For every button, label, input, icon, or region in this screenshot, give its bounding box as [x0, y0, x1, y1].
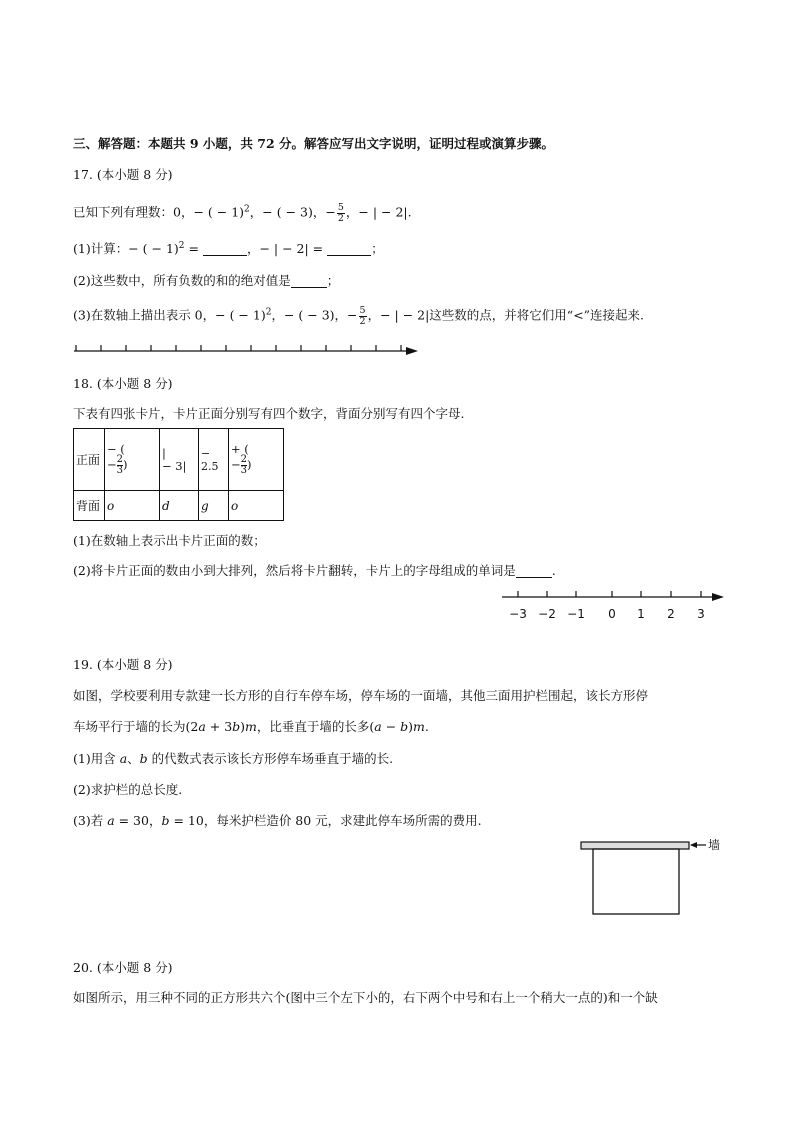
- q17-part3: (3)在数轴上描出表示 0，− ( − 1)$^2$，− ( − 3)，− $\frac{5}{2}$ ，− | − 2|这些数的点，并将它们用“<”连接起来.: [73, 305, 645, 327]
- card-front-2: | − 3|: [160, 429, 199, 491]
- axis-label-neg1: −1: [567, 607, 585, 621]
- card-front-1: − ( − $\frac{2}{3}$ ): [105, 429, 160, 491]
- section-header: 三、解答题：本题共 9 小题，共 72 分。解答应写出文字说明，证明过程或演算步骤。: [73, 136, 555, 151]
- card-back-3: g: [199, 491, 229, 521]
- q19-line2: 车场平行于墙的长为(2𝑎 + 3𝑏)𝑚，比垂直于墙的长多(𝑎 − 𝑏)𝑚.: [73, 719, 429, 734]
- axis-label-neg3: −3: [509, 607, 527, 621]
- parking-lot-diagram: [578, 836, 728, 920]
- answer-blank-4[interactable]: [516, 565, 552, 578]
- q17-part2: (2)这些数中，所有负数的和的绝对值是 ；: [73, 273, 340, 288]
- wall: [581, 842, 689, 849]
- answer-blank-2[interactable]: [327, 243, 371, 256]
- card-front-4: + ( − $\frac{2}{3}$ ): [229, 429, 284, 491]
- card-front-3: − 2.5: [199, 429, 229, 491]
- row-label-front: 正面: [74, 429, 105, 491]
- q18-part1: (1)在数轴上表示出卡片正面的数；: [73, 533, 266, 548]
- number-line-q17: [70, 342, 422, 358]
- row-label-back: 背面: [74, 491, 105, 521]
- q19-title: 19. (本小题 8 分): [73, 657, 173, 672]
- number-line-q18: [500, 588, 730, 624]
- card-table: [73, 428, 284, 521]
- q17-intro: 已知下列有理数：0，− ( − 1)$^2$，− ( − 3)，− $\frac{5}{2}$ ，− | − 2|.: [73, 202, 412, 224]
- q17-title: 17. (本小题 8 分): [73, 167, 173, 182]
- q18-title: 18. (本小题 8 分): [73, 376, 173, 391]
- q19-part1: (1)用含 𝑎、𝑏 的代数式表示该长方形停车场垂直于墙的长.: [73, 751, 394, 766]
- q20-title: 20. (本小题 8 分): [73, 960, 173, 975]
- wall-label: 墙: [708, 838, 721, 852]
- q19-line1: 如图，学校要利用专款建一长方形的自行车停车场，停车场的一面墙，其他三面用护栏围起，该长方形停: [73, 688, 649, 703]
- axis-label-0: 0: [608, 607, 616, 621]
- q19-part2: (2)求护栏的总长度.: [73, 782, 183, 797]
- q18-part2: (2)将卡片正面的数由小到大排列，然后将卡片翻转，卡片上的字母组成的单词是 .: [73, 563, 556, 578]
- card-back-1: o: [105, 491, 160, 521]
- answer-blank-1[interactable]: [203, 243, 247, 256]
- q20-line1: 如图所示，用三种不同的正方形共六个(图中三个左下小的，右下两个中号和右上一个稍大一点的)和一个缺: [73, 990, 658, 1005]
- axis-label-neg2: −2: [538, 607, 556, 621]
- fraction-5-2-b: $\frac{5}{2}$: [359, 305, 366, 327]
- parking-lot-rect: [593, 849, 679, 914]
- card-back-2: d: [160, 491, 199, 521]
- q19-part3: (3)若 𝑎 = 30，𝑏 = 10，每米护栏造价 80 元，求建此停车场所需的费用.: [73, 813, 482, 828]
- fraction-5-2: $\frac{5}{2}$: [337, 202, 344, 224]
- q17-part1: (1)计算：− ( − 1)$^2$ = ，− | − 2| = ；: [73, 241, 384, 257]
- axis-label-1: 1: [637, 607, 645, 621]
- q18-intro: 下表有四张卡片，卡片正面分别写有四个数字，背面分别写有四个字母.: [73, 406, 465, 421]
- axis-label-2: 2: [667, 607, 675, 621]
- card-back-4: o: [229, 491, 284, 521]
- answer-blank-3[interactable]: [291, 275, 327, 288]
- axis-label-3: 3: [697, 607, 705, 621]
